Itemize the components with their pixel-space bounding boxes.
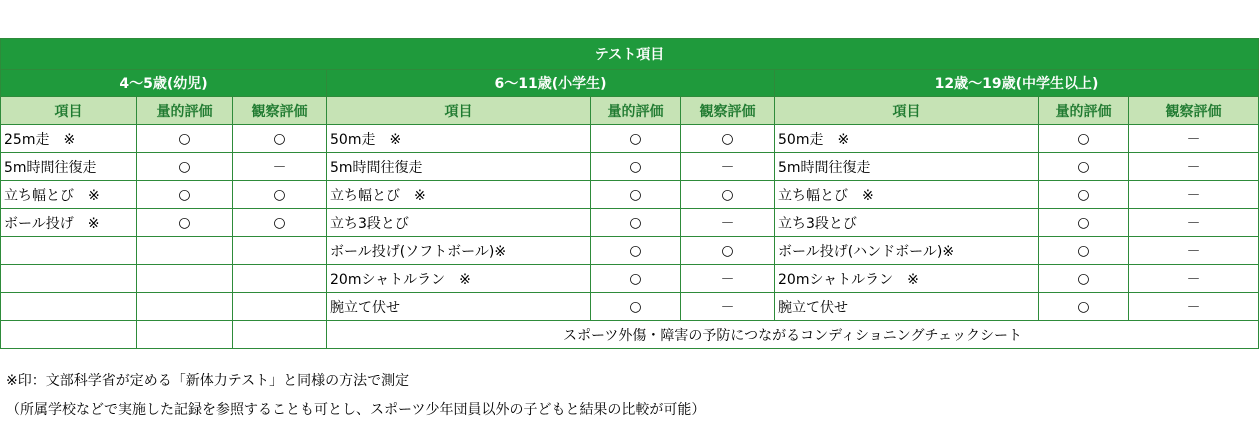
quantitative-cell — [137, 265, 233, 293]
table-row — [1, 293, 1259, 321]
item-cell: 立ち幅とび ※ — [1, 181, 137, 209]
item-cell: ボール投げ ※ — [1, 209, 137, 237]
observation-cell: － — [1129, 265, 1259, 293]
quantitative-cell: ○ — [591, 265, 681, 293]
observation-cell: ○ — [681, 237, 775, 265]
quantitative-cell: ○ — [591, 181, 681, 209]
col-header-item: 項目 — [1, 97, 137, 125]
observation-cell: － — [1129, 209, 1259, 237]
col-header-quantitative: 量的評価 — [591, 97, 681, 125]
col-header-item: 項目 — [327, 97, 591, 125]
observation-cell: － — [681, 293, 775, 321]
observation-cell: － — [1129, 153, 1259, 181]
observation-cell: － — [1129, 293, 1259, 321]
col-header-quantitative: 量的評価 — [137, 97, 233, 125]
observation-cell: ○ — [233, 181, 327, 209]
col-header-observation: 観察評価 — [233, 97, 327, 125]
table-row — [1, 237, 1259, 265]
quantitative-cell: ○ — [1039, 237, 1129, 265]
item-cell: 腕立て伏せ — [775, 293, 1039, 321]
item-cell — [1, 293, 137, 321]
empty-cell — [1, 321, 137, 349]
observation-cell: － — [681, 153, 775, 181]
table-row — [1, 125, 1259, 153]
quantitative-cell: ○ — [1039, 181, 1129, 209]
group-header-junior-high-plus: 12歳～19歳(中学生以上) — [775, 70, 1259, 97]
item-cell: 腕立て伏せ — [327, 293, 591, 321]
group-header-infant: 4～5歳(幼児) — [1, 70, 327, 97]
observation-cell: － — [233, 153, 327, 181]
test-items-table — [0, 38, 1259, 349]
empty-cell — [137, 321, 233, 349]
table-row — [1, 153, 1259, 181]
quantitative-cell: ○ — [591, 237, 681, 265]
item-cell: 25m走 ※ — [1, 125, 137, 153]
observation-cell: － — [1129, 125, 1259, 153]
item-cell: 5m時間往復走 — [1, 153, 137, 181]
observation-cell — [233, 293, 327, 321]
col-header-quantitative: 量的評価 — [1039, 97, 1129, 125]
col-header-item: 項目 — [775, 97, 1039, 125]
table-row — [1, 321, 1259, 349]
quantitative-cell: ○ — [137, 153, 233, 181]
quantitative-cell: ○ — [137, 181, 233, 209]
item-cell — [1, 237, 137, 265]
quantitative-cell: ○ — [1039, 265, 1129, 293]
item-cell: 立ち幅とび ※ — [327, 181, 591, 209]
item-cell: 5m時間往復走 — [327, 153, 591, 181]
observation-cell: － — [681, 265, 775, 293]
quantitative-cell: ○ — [591, 153, 681, 181]
quantitative-cell — [137, 237, 233, 265]
group-header-elementary: 6～11歳(小学生) — [327, 70, 775, 97]
item-cell: 立ち幅とび ※ — [775, 181, 1039, 209]
quantitative-cell: ○ — [1039, 293, 1129, 321]
quantitative-cell: ○ — [1039, 125, 1129, 153]
observation-cell — [233, 265, 327, 293]
item-cell: 20mシャトルラン ※ — [327, 265, 591, 293]
empty-cell — [233, 321, 327, 349]
table-row — [1, 265, 1259, 293]
col-header-observation: 観察評価 — [681, 97, 775, 125]
item-cell — [1, 265, 137, 293]
item-cell: 立ち3段とび — [775, 209, 1039, 237]
conditioning-sheet-note: スポーツ外傷・障害の予防につながるコンディショニングチェックシート — [327, 321, 1259, 349]
quantitative-cell: ○ — [591, 293, 681, 321]
item-cell: ボール投げ(ハンドボール)※ — [775, 237, 1039, 265]
quantitative-cell: ○ — [137, 125, 233, 153]
quantitative-cell: ○ — [1039, 209, 1129, 237]
item-cell: 50m走 ※ — [327, 125, 591, 153]
table-row — [1, 209, 1259, 237]
table-title: テスト項目 — [1, 39, 1259, 70]
footnote-reference: （所属学校などで実施した記録を参照することも可とし、スポーツ少年団員以外の子どもと結果の比較が可能） — [6, 402, 706, 418]
item-cell: 20mシャトルラン ※ — [775, 265, 1039, 293]
col-header-observation: 観察評価 — [1129, 97, 1259, 125]
footnote-marker: ※印：文部科学省が定める「新体力テスト」と同様の方法で測定 — [6, 373, 410, 389]
observation-cell: ○ — [233, 209, 327, 237]
observation-cell: ○ — [233, 125, 327, 153]
item-cell: 立ち3段とび — [327, 209, 591, 237]
item-cell: 50m走 ※ — [775, 125, 1039, 153]
table-row — [1, 181, 1259, 209]
observation-cell: ○ — [681, 181, 775, 209]
observation-cell: － — [681, 209, 775, 237]
quantitative-cell: ○ — [137, 209, 233, 237]
quantitative-cell — [137, 293, 233, 321]
quantitative-cell: ○ — [591, 209, 681, 237]
quantitative-cell: ○ — [1039, 153, 1129, 181]
observation-cell — [233, 237, 327, 265]
item-cell: ボール投げ(ソフトボール)※ — [327, 237, 591, 265]
item-cell: 5m時間往復走 — [775, 153, 1039, 181]
test-items-table-container — [0, 38, 1222, 349]
observation-cell: ○ — [681, 125, 775, 153]
quantitative-cell: ○ — [591, 125, 681, 153]
observation-cell: － — [1129, 181, 1259, 209]
observation-cell: － — [1129, 237, 1259, 265]
